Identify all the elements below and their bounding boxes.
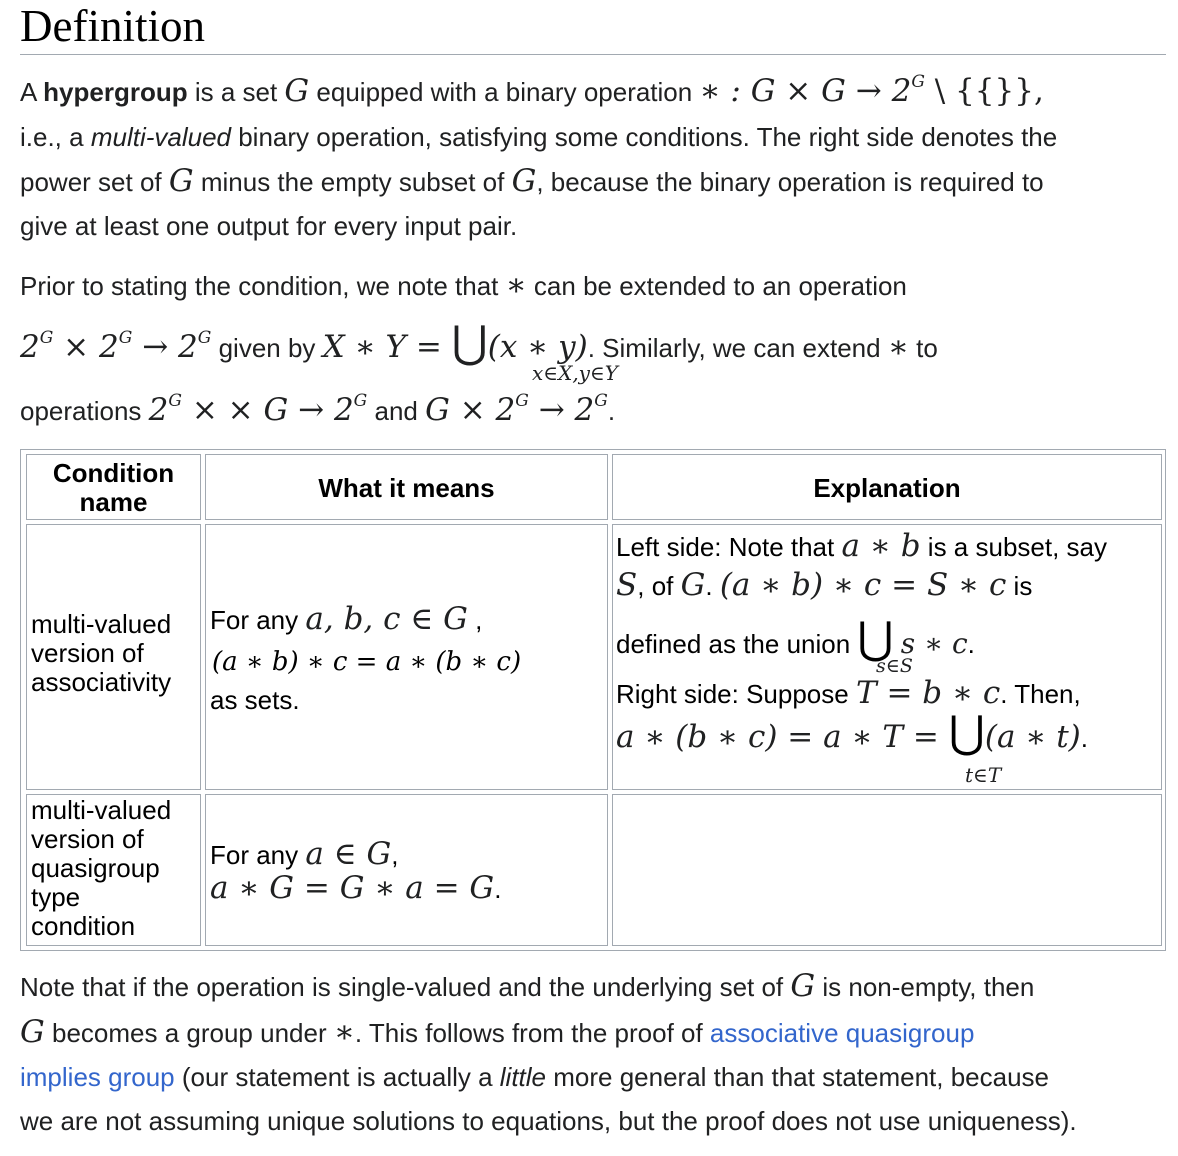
table-row-associativity-explanation: Left side: Note that a ∗ b is a subset, say S, of G. (a ∗ b) ∗ c = S ∗ c is defined as the union ⋃ s ∗ c. s∈S Right side: Suppose T = b ∗ c. Then, a ∗ (b ∗ c) = a ∗ T = ⋃(a ∗ t). t∈T xyxy=(612,524,1162,790)
link-implies-group[interactable]: implies group xyxy=(20,1062,175,1092)
paragraph-line: operations $2^G$ × × $G \to 2^G$ and $G \times 2^G \to 2^G$. xyxy=(20,391,616,428)
paragraph-line: give at least one output for every input pair. xyxy=(20,211,518,241)
header-condition-name: Condition name xyxy=(26,454,201,520)
header-explanation: Explanation xyxy=(612,454,1162,520)
term-hypergroup: hypergroup xyxy=(43,77,188,107)
note-paragraph: Note that if the operation is single-valued and the underlying set of G is non-empty, then xyxy=(20,968,1035,1004)
paragraph-line: G becomes a group under ∗. This follows from the proof of associative quasigroup xyxy=(20,1014,975,1050)
union-index: x∈X,y∈Y xyxy=(532,361,618,385)
table-row-quasigroup-explanation xyxy=(612,794,1162,946)
power-set-operation: $2^G \times 2^G \to 2^G$ xyxy=(20,328,212,365)
operation-signature: ∗ : $G \times G \to 2^G$ \ {{}}, xyxy=(699,72,1044,109)
paragraph-line: power set of G minus the empty subset of G, because the binary operation is required to xyxy=(20,163,1044,199)
link-associative-quasigroup[interactable]: associative quasigroup xyxy=(709,1018,975,1048)
big-union-symbol: ⋃ xyxy=(451,317,488,368)
table-row-quasigroup-name: multi-valued version of quasigroup type condition xyxy=(26,794,201,946)
section-heading: Definition xyxy=(20,0,1166,55)
table-row-associativity-means: For any a, b, c ∈ G , (a ∗ b) ∗ c = a ∗ (b ∗ c) as sets. xyxy=(205,524,608,790)
extension-paragraph: Prior to stating the condition, we note that ∗ can be extended to an operation xyxy=(20,267,907,303)
conditions-table xyxy=(20,449,1166,951)
paragraph-line: $2^G \times 2^G \to 2^G$ given by X ∗ Y = ⋃(x ∗ y). Similarly, we can extend ∗ to xyxy=(20,317,938,368)
paragraph-line: i.e., a multi-valued binary operation, satisfying some conditions. The right side denotes the xyxy=(20,122,1058,152)
definition-paragraph: A hypergroup is a set G equipped with a binary operation ∗ : $G \times G \to 2^G$ \ {{}}, xyxy=(20,72,1044,109)
paragraph-line: implies group (our statement is actually a little more general than that statement, because xyxy=(20,1062,1050,1092)
table-row-quasigroup-means: For any a ∈ G, a ∗ G = G ∗ a = G. xyxy=(205,794,608,946)
paragraph-line: we are not assuming unique solutions to equations, but the proof does not use uniqueness). xyxy=(20,1106,1077,1136)
header-what-it-means: What it means xyxy=(205,454,608,520)
table-row-associativity-name: multi-valued version of associativity xyxy=(26,524,201,790)
